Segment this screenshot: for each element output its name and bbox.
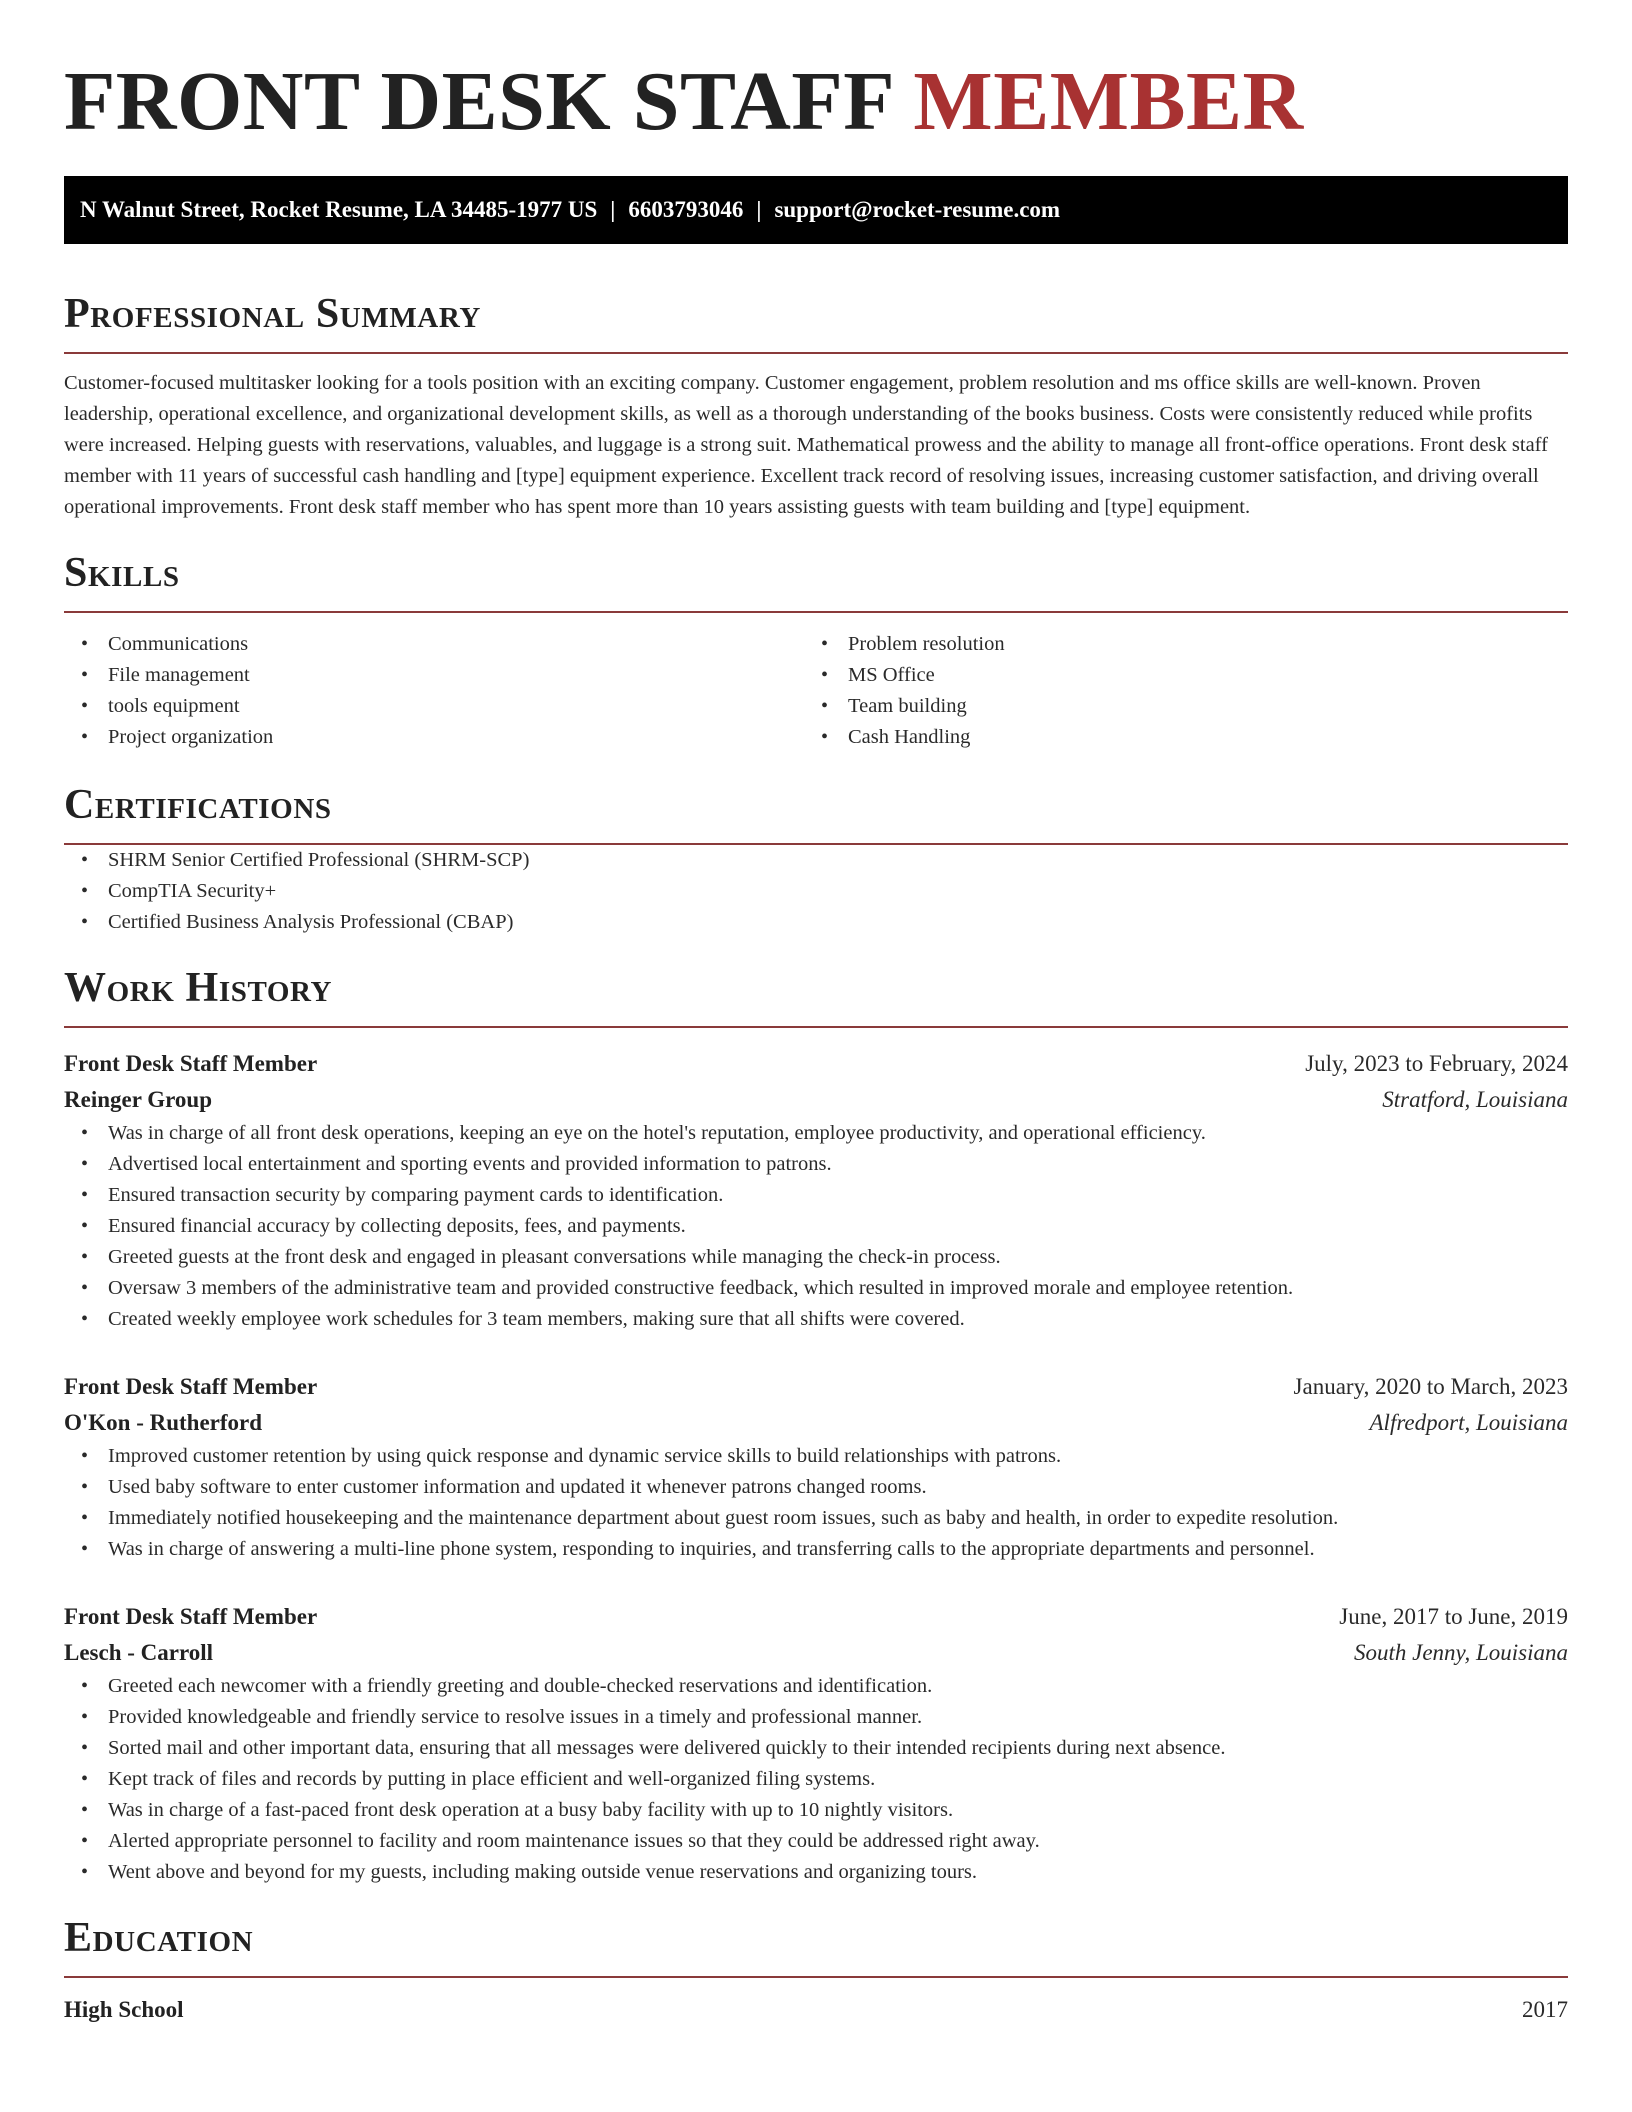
section-heading-work-history: Work History: [64, 965, 333, 1011]
job-duty-item: • Was in charge of all front desk operations, keeping an eye on the hotel's reputation, employee productivity, and operational efficiency.: [64, 1118, 1568, 1149]
job-duty-item: • Immediately notified housekeeping and the maintenance department about guest room issues, such as baby and health, in order to expedite resolution.: [64, 1503, 1568, 1534]
job-dates: July, 2023 to February, 2024: [1305, 1051, 1568, 1076]
certification-item: • Certified Business Analysis Professional (CBAP): [64, 907, 1568, 938]
skill-item: • File management: [64, 660, 804, 691]
job-entry: [64, 1369, 1568, 1565]
education-year: 2017: [1522, 1997, 1568, 2022]
certification-item: • SHRM Senior Certified Professional (SHRM-SCP): [64, 845, 1568, 876]
job-title: Front Desk Staff Member: [64, 1051, 318, 1076]
skills-column-right: [804, 629, 1544, 753]
skills-section: [64, 549, 1568, 753]
education-degree: High School: [64, 1997, 184, 2022]
contact-separator: |: [610, 197, 616, 222]
job-company: Reinger Group: [64, 1087, 213, 1112]
title-accent: MEMBER: [913, 55, 1304, 148]
job-location: South Jenny, Louisiana: [1353, 1640, 1568, 1665]
job-company: O'Kon - Rutherford: [64, 1410, 263, 1435]
job-duty-item: • Was in charge of a fast-paced front desk operation at a busy baby facility with up to 10 nightly visitors.: [64, 1795, 1568, 1826]
job-duty-item: • Went above and beyond for my guests, including making outside venue reservations and organizing tours.: [64, 1857, 1568, 1888]
skill-item: • MS Office: [804, 660, 1544, 691]
contact-address: N Walnut Street, Rocket Resume, LA 34485-1977 US: [80, 197, 598, 222]
summary-text: Customer-focused multitasker looking for a tools position with an exciting company. Customer engagement, problem resolution and ms office skills are well-known. Proven leadership, operational excellence, and organizational development skills, as well as a thorough understanding of the books business. Costs were consistently reduced while profits were increased. Helping guests with reservations, valuables, and luggage is a strong suit. Mathematical prowess and the ability to manage all front-office operations. Front desk staff member with 11 years of successful cash handling and [type] equipment experience. Excellent track record of resolving issues, increasing customer satisfaction, and driving overall operational improvements. Front desk staff member who has spent more than 10 years assisting guests with team building and [type] equipment.: [64, 372, 1548, 518]
job-location: Alfredport, Louisiana: [1369, 1410, 1568, 1435]
contact-phone[interactable]: 6603793046: [628, 197, 744, 222]
job-duty-item: • Sorted mail and other important data, ensuring that all messages were delivered quickly to their intended recipients during next absence.: [64, 1733, 1568, 1764]
job-dates: January, 2020 to March, 2023: [1293, 1374, 1568, 1399]
job-duties: [64, 1441, 1568, 1565]
section-heading-skills: Skills: [64, 550, 180, 596]
section-divider: [64, 611, 1568, 613]
section-heading-summary: Professional Summary: [64, 291, 481, 337]
job-duty-item: • Greeted guests at the front desk and engaged in pleasant conversations while managing the check-in process.: [64, 1242, 1568, 1273]
job-duty-item: • Improved customer retention by using quick response and dynamic service skills to build relationships with patrons.: [64, 1441, 1568, 1472]
work-history-section: [64, 964, 1568, 1888]
skill-item: • Communications: [64, 629, 804, 660]
job-dates: June, 2017 to June, 2019: [1339, 1604, 1568, 1629]
job-entry: [64, 1046, 1568, 1335]
job-duty-item: • Used baby software to enter customer information and updated it whenever patrons changed rooms.: [64, 1472, 1568, 1503]
job-location: Stratford, Louisiana: [1382, 1087, 1568, 1112]
job-duty-item: • Ensured financial accuracy by collecting deposits, fees, and payments.: [64, 1211, 1568, 1242]
summary-section: [64, 290, 1568, 523]
job-duty-item: • Oversaw 3 members of the administrative team and provided constructive feedback, which resulted in improved morale and employee retention.: [64, 1273, 1568, 1304]
skill-item: • Project organization: [64, 722, 804, 753]
title-main: FRONT DESK STAFF: [64, 55, 892, 148]
job-duty-item: • Alerted appropriate personnel to facility and room maintenance issues so that they could be addressed right away.: [64, 1826, 1568, 1857]
resume-title: [64, 0, 1568, 148]
section-divider: [64, 1026, 1568, 1028]
job-duty-item: • Ensured transaction security by comparing payment cards to identification.: [64, 1180, 1568, 1211]
job-duty-item: • Kept track of files and records by putting in place efficient and well-organized filing systems.: [64, 1764, 1568, 1795]
certification-item: • CompTIA Security+: [64, 876, 1568, 907]
job-duty-item: • Provided knowledgeable and friendly service to resolve issues in a timely and professional manner.: [64, 1702, 1568, 1733]
job-duty-item: • Created weekly employee work schedules for 3 team members, making sure that all shifts were covered.: [64, 1304, 1568, 1335]
contact-email[interactable]: support@rocket-resume.com: [774, 197, 1061, 222]
job-duty-item: • Advertised local entertainment and sporting events and provided information to patrons.: [64, 1149, 1568, 1180]
section-heading-education: Education: [64, 1915, 254, 1961]
contact-separator: |: [756, 197, 762, 222]
job-duty-item: • Was in charge of answering a multi-line phone system, responding to inquiries, and transferring calls to the appropriate departments and personnel.: [64, 1534, 1568, 1565]
skill-item: • tools equipment: [64, 691, 804, 722]
job-duties: [64, 1118, 1568, 1335]
education-section: [64, 1914, 1568, 2028]
job-title: Front Desk Staff Member: [64, 1604, 318, 1629]
education-entry: [64, 1992, 1568, 2028]
job-duty-item: • Greeted each newcomer with a friendly greeting and double-checked reservations and identification.: [64, 1671, 1568, 1702]
certification-list: [64, 845, 1568, 938]
section-divider: [64, 352, 1568, 354]
section-heading-certifications: Certifications: [64, 782, 332, 828]
job-duties: [64, 1671, 1568, 1888]
section-divider: [64, 1976, 1568, 1978]
skill-item: • Cash Handling: [804, 722, 1544, 753]
certifications-section: [64, 781, 1568, 938]
skills-column-left: [64, 629, 804, 753]
contact-bar: [64, 176, 1568, 244]
resume-page: [64, 0, 1568, 2028]
job-company: Lesch - Carroll: [64, 1640, 214, 1665]
skill-item: • Team building: [804, 691, 1544, 722]
job-title: Front Desk Staff Member: [64, 1374, 318, 1399]
job-entry: [64, 1599, 1568, 1888]
skill-item: • Problem resolution: [804, 629, 1544, 660]
skills-grid: [64, 629, 1568, 753]
